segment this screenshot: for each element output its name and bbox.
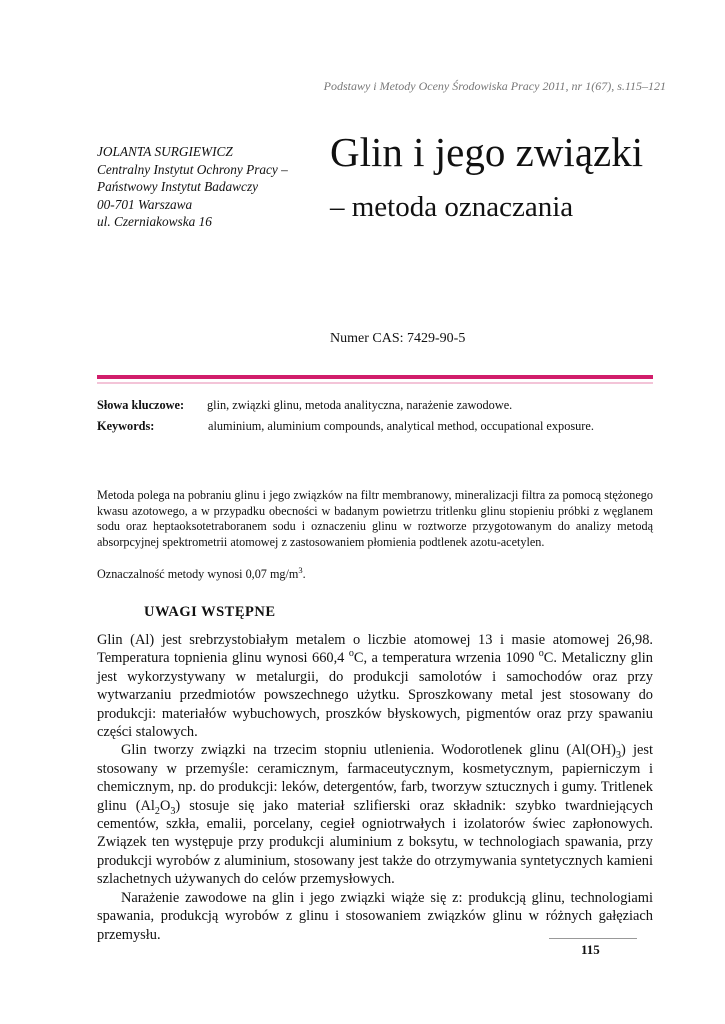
page-number: 115 bbox=[581, 942, 600, 957]
author-postal: 00-701 Warszawa bbox=[97, 196, 193, 212]
author-name: JOLANTA SURGIEWICZ bbox=[97, 144, 233, 159]
section-heading: UWAGI WSTĘPNE bbox=[144, 604, 276, 620]
abstract: Metoda polega na pobraniu glinu i jego związków na filtr membranowy, mineralizacji filtra za pomocą stężonego kwasu azotowego, a w przypadku obecności w badanym powietrzu tritlenku glinu stopieniu próbki z węglanem sodu oraz heptaoksotetraboranem sodu i oznaczeniu glinu w roztworze przygotowanym do analizy metodą absorpcyjnej spektrometrii atomowej z zastosowaniem płomienia podtlenek azotu-acetylen. bbox=[97, 488, 653, 549]
paragraph-1: Glin (Al) jest srebrzystobiałym metalem o liczbie atomowej 13 i masie atomowej 26,98. Temperatura topnienia glinu wynosi 660,4 $^o$C, a temperatura wrzenia 1090 $^o$C. Metaliczny glin jest wykorzystywany w metalurgii, do produkcji samolotów i samochodów oraz przy wytwarzaniu przedmiotów powszechnego użytku. Sproszkowany metal jest stosowany do produkcji: materiałów wybuchowych, proszków błyskowych, pigmentów oraz przy spawaniu części stalowych. bbox=[97, 632, 654, 741]
keywords-english-value: aluminium, aluminium compounds, analytical method, occupational exposure. bbox=[208, 419, 594, 433]
limit-unit-superscript: 3 bbox=[298, 564, 303, 575]
keywords-english-label: Keywords: bbox=[97, 419, 155, 433]
author-affiliation-line-2: Państwowy Instytut Badawczy bbox=[97, 179, 259, 194]
keywords-polish bbox=[97, 398, 512, 413]
journal-reference: Podstawy i Metody Oceny Środowiska Pracy 2011, nr 1(67), s.115–121 bbox=[323, 79, 666, 93]
footer-rule bbox=[549, 938, 637, 939]
article-title: Glin i jego związki bbox=[330, 129, 644, 175]
limit-text: Oznaczalność metody wynosi 0,07 mg/m bbox=[97, 567, 299, 581]
limit-end: . bbox=[302, 567, 306, 581]
cas-number: Numer CAS: 7429-90-5 bbox=[330, 331, 466, 346]
divider-primary bbox=[97, 375, 653, 379]
paragraph-3: Narażenie zawodowe na glin i jego związki wiąże się z: produkcją glinu, technologiami spawania, produkcją wyrobów z glinu i stosowaniem związków glinu w różnych gałęziach przemysłu. bbox=[97, 889, 653, 943]
keywords-polish-label: Słowa kluczowe: bbox=[97, 398, 185, 412]
divider-secondary bbox=[97, 382, 653, 384]
article-subtitle: – metoda oznaczania bbox=[330, 191, 574, 223]
body-text bbox=[97, 631, 653, 944]
author-affiliation-line-1: Centralny Instytut Ochrony Pracy – bbox=[97, 161, 288, 177]
paragraph-2: Glin tworzy związki na trzecim stopniu utlenienia. Wodorotlenek glinu $(Al(OH)_3)$ jest stosowany w przemyśle: ceramicznym, farmaceutycznym, kosmetycznym, papierniczym i chemicznym, np. do produkcji: leków, detergentów, farb, tworzyw sztucznych i gumy. Tritlenek glinu $(Al_2O_3)$ stosuje się jako materiał szlifierski oraz składnik: szybko twardniejących cementów, szkła, emalii, porcelany, cegieł ogniotrwałych i izolatorów świec zapłonowych. Związek ten występuje przy produkcji aluminium z boksytu, w technologiach spawania, przy produkcji wyrobów z aluminium, stosowany jest także do otrzymywania syntetycznych kamieni szlachetnych używanych do celów przemysłowych. bbox=[97, 742, 654, 888]
author-block bbox=[97, 143, 288, 231]
author-street: ul. Czerniakowska 16 bbox=[97, 214, 212, 229]
keywords-polish-value: glin, związki glinu, metoda analityczna, narażenie zawodowe. bbox=[207, 398, 513, 412]
keywords-english bbox=[97, 419, 594, 434]
quantification-limit bbox=[97, 564, 306, 582]
